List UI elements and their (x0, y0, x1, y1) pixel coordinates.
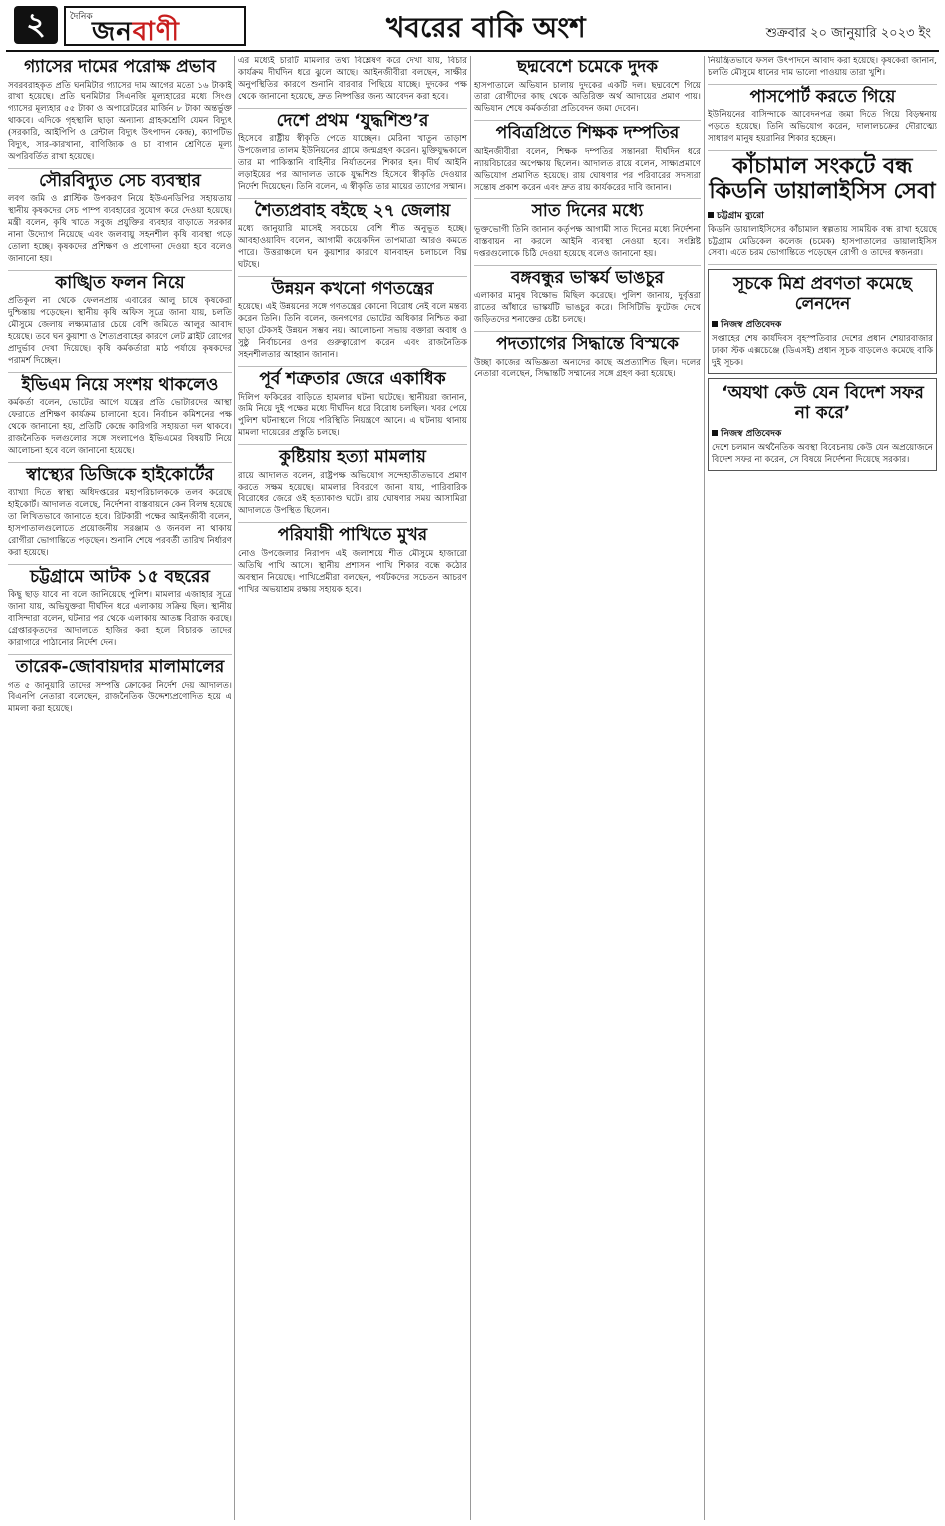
bullet-square-icon (708, 212, 714, 218)
divider (708, 84, 937, 85)
divider (474, 120, 701, 121)
story-body: ভূক্তভোগী তিনি জানান কর্তৃপক্ষ আগামী সাত দিনের মধ্যে নির্দেশনা বাস্তবায়ন না করলে আইনি ব্যবস্থা নেওয়া হবে। সংশ্লিষ্ট দপ্তরগুলোকে চিঠি দেওয়া হয়েছে বলেও জানানো হয়। (474, 224, 701, 259)
headline: পবিত্রপ্রিতে শিক্ষক দম্পতির (495, 123, 680, 144)
headline: কুষ্টিয়ায় হত্যা মামলায় (279, 447, 426, 468)
headline: কাঁচামাল সংকটে বন্ধ কিডনি ডায়ালাইসিস সেবা (709, 154, 936, 205)
byline-text: নিজস্ব প্রতিবেদক (721, 429, 782, 440)
story-war-child (238, 112, 467, 194)
headline: বঙ্গবন্ধুর ভাস্কর্য ভাঙচুর (510, 267, 665, 288)
story-evm (8, 376, 232, 458)
byline (712, 317, 933, 332)
divider (238, 444, 467, 445)
story-body: এলাকার মানুষ বিক্ষোভ মিছিল করেছে। পুলিশ জানায়, দুর্বৃত্তরা রাতের আঁধারে ভাস্কর্যটি ভাঙচুর করে। সিসিটিভি ফুটেজ দেখে জড়িতদের শনাক্তের চেষ্টা চলছে। (474, 291, 701, 326)
story-body: কিছু ছাড় যাবে না বলে জানিয়েছে পুলিশ। মামলার এজাহার সূত্রে জানা যায়, অভিযুক্তরা দীর্ঘদিন ধরে এলাকায় সক্রিয় ছিল। স্থানীয় বাসিন্দারা বলেন, ঘটনার পর থেকে এলাকায় আতঙ্ক বিরাজ করছে। গ্রেপ্তারকৃতদের আদালতে হাজির করা হলে বিচারক তাদের কারাগারে পাঠানোর নির্দেশ দেন। (8, 590, 232, 649)
dateline: শুক্রবার ২০ জানুয়ারি ২০২৩ ইং (765, 26, 931, 41)
divider (238, 522, 467, 523)
newspaper-logo (64, 6, 246, 46)
divider (8, 462, 232, 463)
story-body: কিডনি ডায়ালাইসিসের কাঁচামাল স্বল্পতায় সাময়িক বন্ধ রাখা হয়েছে চট্টগ্রাম মেডিকেল কলেজ (চমেক) হাসপাতালের ডায়ালাইসিস সেবা। এতে চরম ভোগান্তিতে পড়েছেন রোগী ও তাদের স্বজনরা। (708, 224, 937, 259)
story-body: এর মধ্যেই চারটি মামলার তথ্য বিশ্লেষণ করে দেখা যায়, বিচার কার্যক্রম দীর্ঘদিন ধরে ঝুলে আছে। আইনজীবীরা বলছেন, সাক্ষীর অনুপস্থিতির কারণে শুনানি বারবার পিছিয়ে যাচ্ছে। দুদকের পক্ষ থেকে জানানো হয়েছে, দ্রুত নিষ্পত্তির জন্য আবেদন করা হবে। (238, 56, 467, 102)
story-body: হাসপাতালে অভিযান চালায় দুদকের একটি দল। ছদ্মবেশে গিয়ে তারা রোগীদের কাছ থেকে অতিরিক্ত অর্থ আদায়ের প্রমাণ পায়। অভিযান শেষে কর্মকর্তারা প্রতিবেদন জমা দেবেন। (474, 80, 701, 115)
story-body: ইউনিয়নের বাসিন্দাকে আবেদনপত্র জমা দিতে গিয়ে বিড়ম্বনায় পড়তে হয়েছে। তিনি অভিযোগ করেন, দালালচক্রের দৌরাত্ম্যে সাধারণ মানুষ হয়রানির শিকার হচ্ছেন। (708, 110, 937, 145)
divider (238, 108, 467, 109)
headline: স্বাস্থ্যের ডিজিকে হাইকোর্টের (26, 464, 214, 485)
logo-prefix: দৈনিক (70, 12, 93, 22)
story-body: মধ্যে জানুয়ারি মাসেই সবচেয়ে বেশি শীত অনুভূত হচ্ছে। আবহাওয়াবিদ বলেন, আগামী কয়েকদিন তাপমাত্রা আরও কমতে পারে। উত্তরাঞ্চলে ঘন কুয়াশার কারণে যানবাহন চলাচলে বিঘ্ন ঘটছে। (238, 224, 467, 270)
headline: তারেক-জোবায়দার মালামালের (15, 657, 225, 677)
divider (474, 265, 701, 266)
story-crop-yield (8, 274, 232, 368)
story-body: আইনজীবীরা বলেন, শিক্ষক দম্পতির সন্তানরা দীর্ঘদিন ধরে ন্যায়বিচারের অপেক্ষায় ছিলেন। আদালত রায়ে বলেন, সাক্ষ্যপ্রমাণে অভিযোগ প্রমাণিত হয়েছে। রায় ঘোষণার পর পরিবারের সদস্যরা সন্তোষ প্রকাশ করেন এবং দ্রুত রায় কার্যকরের দাবি জানান। (474, 146, 701, 193)
divider (238, 198, 467, 199)
column-divider (234, 56, 235, 1520)
story-sculpture-vandalism (474, 269, 701, 327)
story-migratory-birds (238, 526, 467, 596)
byline (708, 208, 937, 223)
story-body: হয়েছে। এই উন্নয়নের সঙ্গে গণতন্ত্রের কোনো বিরোধ নেই বলে মন্তব্য করেন তিনি। তিনি বলেন, জনগণের ভোটের অধিকার নিশ্চিত করা ছাড়া টেকসই উন্নয়ন সম্ভব নয়। আলোচনা সভায় বক্তারা অবাধ ও সুষ্ঠু নির্বাচনের ওপর গুরুত্বারোপ করেন এবং রাজনৈতিক সহনশীলতার আহ্বান জানান। (238, 302, 467, 361)
story-foreign-travel (708, 378, 937, 471)
page-number: ২ (14, 6, 58, 44)
divider (8, 654, 232, 655)
bullet-square-icon (712, 430, 718, 436)
headline: পদত্যাগের সিদ্ধান্তে বিস্মকে (496, 333, 679, 354)
column-divider (704, 56, 705, 1520)
section-title: খবরের বাকি অংশ (386, 11, 586, 44)
divider (238, 366, 467, 367)
story-teacher-couple (474, 124, 701, 194)
column-2 (238, 56, 467, 1520)
story-body: নোও উপজেলার নিরাপদ এই জলাশয়ে শীত মৌসুমে হাজারো অতিথি পাখি আসে। স্থানীয় প্রশাসন পাখি শিকার বন্ধে কঠোর অবস্থান নিয়েছে। পাখিপ্রেমীরা বলছেন, পর্যটকদের সচেতন আচরণ পাখির অভয়াশ্রম রক্ষায় সহায়ক হবে। (238, 548, 467, 595)
story-kidney-dialysis (708, 154, 937, 260)
story-body: দিলিপ ফকিরের বাড়িতে হামলার ঘটনা ঘটেছে। স্থানীয়রা জানান, জমি নিয়ে দুই পক্ষের মধ্যে দীর্ঘদিন ধরে বিরোধ চলছিল। খবর পেয়ে পুলিশ ঘটনাস্থলে গিয়ে পরিস্থিতি নিয়ন্ত্রণে আনে। এ ঘটনায় থানায় মামলা দায়েরের প্রস্তুতি চলছে। (238, 392, 467, 439)
headline: কাঙ্খিত ফলন নিয়ে (55, 272, 185, 293)
headline: পাসপোর্ট করতে গিয়ে (749, 86, 896, 107)
logo-name (92, 11, 180, 55)
column-4 (708, 56, 937, 1520)
story-kushtia-murder (238, 448, 467, 518)
story-chattogram-arrest (8, 568, 232, 650)
story-solar-irrigation (8, 172, 232, 266)
story-body: দেশে চলমান অর্থনৈতিক অবস্থা বিবেচনায় কেউ যেন অপ্রয়োজনে বিদেশ সফর না করেন, সে বিষয়ে নির্দেশনা দিয়েছে সরকার। (712, 443, 933, 466)
divider (8, 564, 232, 565)
headline: সৌরবিদ্যুত সেচ ব্যবস্থার (39, 170, 201, 191)
story-body: উচ্ছা কাজের অভিজ্ঞতা অন্যদের কাছে অপ্রত্যাশিত ছিল। দলের নেতারা বলেছেন, সিদ্ধান্তটি সম্মানের সঙ্গে গ্রহণ করা হয়েছে। (474, 357, 701, 380)
headline: সাত দিনের মধ্যে (531, 201, 644, 222)
headline: ছদ্মবেশে চমেকে দুদক (516, 57, 659, 77)
story-seven-days (474, 202, 701, 260)
divider (708, 150, 937, 151)
story-body: সবরবরাহকৃত প্রতি ঘনমিটার গ্যাসের দাম আগের মতো ১৬ টাকাই রাখা হয়েছে। প্রতি ঘনমিটার সিএনজি মূল্যহারের মধ্যে সিংগু গ্যাসের মূল্যহার ৫৫ টাকা ও অপারেটরের মার্জিন ৮ টাকা অন্তর্ভুক্ত থাকবে। এদিকে গৃহস্থালি ছাড়া অন্যান্য গ্রাহকশ্রেণি যেমন বিদ্যুৎ (সরকারি, আইপিপি ও রেন্টাল বিদ্যুৎ উৎপাদন কেন্দ্র), ক্যাপটিভ বিদ্যুৎ, সার-কারখানা, বাণিজ্যিক ও চা বাগান শ্রেণিতে মূল্য অপরিবর্তিত রাখা হয়েছে। (8, 80, 232, 162)
story-cold-wave (238, 202, 467, 272)
story-body: কর্মকর্তা বলেন, ভোটের আগে যন্ত্রের প্রতি ভোটারদের আস্থা ফেরাতে প্রশিক্ষণ কার্যক্রম চালানো হবে। নির্বাচন কমিশনের পক্ষ থেকে জানানো হয়, প্রতিটি কেন্দ্রে কারিগরি সহায়তা দল থাকবে। রাজনৈতিক দলগুলোর সঙ্গে সংলাপেও ইভিএমের বিষয়টি নিয়ে আলোচনা হবে বলে জানানো হয়েছে। (8, 398, 232, 457)
story-passport (708, 88, 937, 146)
headline: ইভিএম নিয়ে সংশয় থাকলেও (21, 374, 219, 395)
column-3 (474, 56, 701, 1520)
column-divider (470, 56, 471, 1520)
byline-text: নিজস্ব প্রতিবেদক (721, 320, 782, 331)
logo-name-part-b: বাণী (132, 17, 180, 47)
story-resignation (474, 335, 701, 381)
headline: সূচকে মিশ্র প্রবণতা কমেছে লেনদেন (733, 274, 912, 314)
headline: শৈত্যপ্রবাহ বইছে ২৭ জেলায় (254, 200, 451, 221)
story-continuation (238, 56, 467, 104)
story-development (238, 280, 467, 362)
story-body: প্রতিকূল না থেকে ফেলনপ্রায় এবারের আলু চাষে কৃষকেরা দুশ্চিন্তায় পড়েছেন। স্থানীয় কৃষি অফিস সূত্রে জানা যায়, চলতি মৌসুমে জেলায় লক্ষ্যমাত্রার চেয়ে বেশি জমিতে আলুর আবাদ হয়েছে। তবে ঘন কুয়াশা ও শৈত্যপ্রবাহের কারণে লেট ব্লাইট রোগের প্রাদুর্ভাব দেখা দিয়েছে। কৃষি কর্মকর্তারা মাঠ পর্যায়ে কৃষকদের পরামর্শ দিচ্ছেন। (8, 296, 232, 366)
story-body: রায়ে আদালত বলেন, রাষ্ট্রপক্ষ অভিযোগ সন্দেহাতীতভাবে প্রমাণ করতে সক্ষম হয়েছে। মামলার বিবরণে জানা যায়, পারিবারিক বিরোধের জেরে ওই হত্যাকাণ্ড ঘটে। রায় ঘোষণার সময় আসামিরা আদালতে উপস্থিত ছিলেন। (238, 470, 467, 517)
story-gas-price (8, 58, 232, 164)
divider (474, 198, 701, 199)
story-stock-market (708, 269, 937, 374)
story-body: লবণ জমি ও প্লাস্টিক উপকরণ নিয়ে ইউএনডিপির সহায়তায় স্থানীয় কৃষকদের সেচ পাম্প ব্যবহারের সুযোগ করে দেওয়া হয়েছে। মন্ত্রী বলেন, কৃষি খাতে সবুজ প্রযুক্তির ব্যবহার বাড়াতে সরকার নানা উদ্যোগ নিয়েছে এবং জলবায়ু সহনশীল কৃষি ব্যবস্থা গড়ে তোলা হচ্ছে। কৃষকদের প্রশিক্ষণ ও প্রণোদনা দেওয়া হবে বলেও জানানো হয়। (8, 194, 232, 264)
headline: ‘অযথা কেউ যেন বিদেশ সফর না করে’ (721, 383, 924, 423)
divider (238, 276, 467, 277)
byline-text: চট্টগ্রাম ব্যুরো (717, 210, 764, 221)
divider (708, 264, 937, 265)
divider (8, 270, 232, 271)
story-paddy (708, 56, 937, 80)
headline: গ্যাসের দামের পরোক্ষ প্রভাব (24, 57, 216, 77)
divider (474, 331, 701, 332)
bullet-square-icon (712, 321, 718, 327)
column-1 (8, 56, 232, 1520)
headline: উন্নয়ন কখনো গণতন্ত্রের (271, 278, 434, 299)
headline: দেশে প্রথম ‘যুদ্ধশিশু’র (276, 110, 429, 131)
story-body: নিয়ন্ত্রিতভাবে ফসল উৎপাদনে আবাদ করা হয়েছে। কৃষকেরা জানান, চলতি মৌসুমে ধানের দাম ভালো পাওয়ায় তারা খুশি। (708, 56, 937, 78)
story-body: সপ্তাহের শেষ কার্যদিবস বৃহস্পতিবার দেশের প্রধান শেয়ারবাজার ঢাকা স্টক এক্সচেঞ্জে (ডিএসই) প্রধান সূচক বাড়লেও কমেছে বাকি দুই সূচক। (712, 334, 933, 369)
byline (712, 426, 933, 441)
masthead-rule (6, 50, 939, 52)
divider (8, 372, 232, 373)
story-enmity (238, 370, 467, 440)
story-acc-disguise (474, 58, 701, 116)
story-body: হিসেবে রাষ্ট্রীয় স্বীকৃতি পেতে যাচ্ছেন। মেরিনা খাতুন তাড়াশ উপজেলার তালম ইউনিয়নের গ্রামে জন্মগ্রহণ করেন। মুক্তিযুদ্ধকালে তার মা পাকিস্তানি বাহিনীর নির্যাতনের শিকার হন। দীর্ঘ আইনি লড়াইয়ের পর আদালত তাকে যুদ্ধশিশু হিসেবে স্বীকৃতি দেওয়ার নির্দেশ দিয়েছেন। তিনি বলেন, এ স্বীকৃতি তার মায়ের ত্যাগের সম্মান। (238, 134, 467, 192)
story-body: ব্যাখ্যা দিতে স্বাস্থ্য অধিদপ্তরের মহাপরিচালককে তলব করেছে হাইকোর্ট। আদালত বলেছে, নির্দেশনা বাস্তবায়নে কেন বিলম্ব হয়েছে তা লিখিতভাবে জানাতে হবে। রিটকারী পক্ষের আইনজীবী বলেন, হাসপাতালগুলোতে প্রয়োজনীয় সরঞ্জাম ও জনবল না থাকায় রোগীরা ভোগান্তিতে পড়ছেন। শুনানি শেষে পরবর্তী তারিখ নির্ধারণ করা হয়েছে। (8, 488, 232, 559)
logo-name-part-a: জন (92, 17, 133, 47)
headline: পূর্ব শত্রুতার জেরে একাধিক (259, 368, 446, 389)
story-body: গত ৫ জানুয়ারি তাদের সম্পত্তি ক্রোকের নির্দেশ দেয় আদালত। বিএনপি নেতারা বলেছেন, রাজনৈতিক উদ্দেশ্যপ্রণোদিত হয়ে এ মামলা করা হয়েছে। (8, 680, 232, 715)
divider (8, 168, 232, 169)
story-health-dg (8, 466, 232, 560)
story-tarek-zobaida (8, 658, 232, 716)
headline: পরিযায়ী পাখিতে মুখর (277, 525, 428, 546)
masthead (6, 4, 939, 48)
headline: চট্টগ্রামে আটক ১৫ বছরের (30, 566, 210, 587)
